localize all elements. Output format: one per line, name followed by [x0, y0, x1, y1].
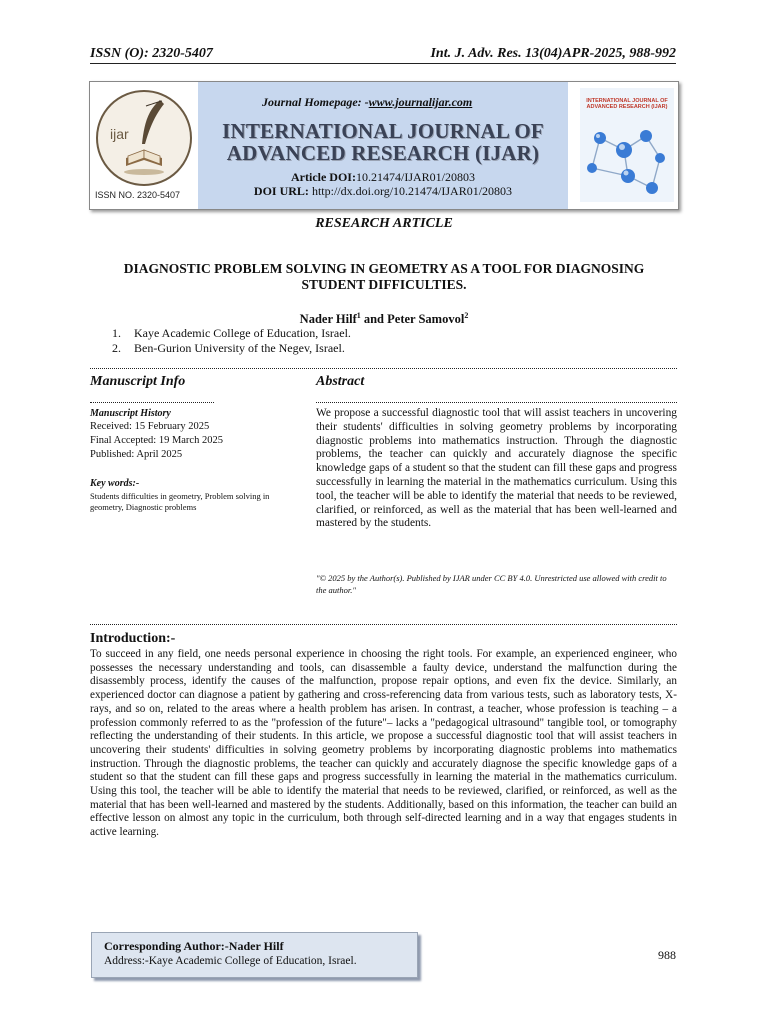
- issn-text: ISSN (O): 2320-5407: [90, 46, 213, 61]
- logo-issn: ISSN NO. 2320-5407: [95, 190, 181, 200]
- manuscript-info-heading: Manuscript Info: [90, 374, 186, 389]
- received-date: Received: 15 February 2025: [90, 421, 210, 432]
- affiliation-number: 2.: [112, 341, 121, 355]
- homepage-link[interactable]: www.journalijar.com: [368, 95, 473, 109]
- author-line: [0, 311, 768, 327]
- introduction-text: To succeed in any field, one needs personal experience in choosing the right tools. For example, an experienced engineer, who possesses the necessary understanding and tools, can disassemble a faulty device, understand the malfunction during the disassembly process, identify the causes of the malfunction, propose repair options, and even fix the device. Similarly, an experienced doctor can diagnose a patient by gathering and cross-referencing data from various tests, such as laboratory tests, X-rays, and so on, related to the areas where a health problem has arisen. In contrast, a teacher, whose profession is teaching – a profession commonly referred to as the "profession of the future"– lacks a "pedagogical ultrasound" tangible tool, or tomography reflecting the understanding of their students. In this article, we propose a successful diagnostic tool that will assist teachers in uncovering their students' difficulties in solving geometry problems by incorporating diagnostic problems into mathematics instruction. Through the diagnostic problems, the teacher can quickly and accurately diagnose the specific knowledge gaps of a student so that the student can fill these gaps and progress successfully in learning the material in the mathematics curriculum. Using this tool, the teacher will be able to identify the material that needs to be reviewed, clarified, or reinforced, as well as the material that has been well-learned and mastered by the students. Additionally, based on this information, the teacher can build an effective lesson on almost any topic in the curriculum, both through self-directed learning and in a way that engages students in active learning.: [90, 648, 677, 839]
- logo-text: ijar: [110, 126, 129, 142]
- article-type: RESEARCH ARTICLE: [315, 216, 453, 231]
- journal-logo: [90, 82, 198, 209]
- journal-homepage: [262, 95, 472, 110]
- cover-title: INTERNATIONAL JOURNAL OF ADVANCED RESEARCH (IJAR): [586, 98, 668, 110]
- author-2: Peter Samovol: [387, 312, 465, 327]
- homepage-label: Journal Homepage: -: [262, 95, 369, 109]
- affiliations: [112, 326, 351, 356]
- doi-url-link[interactable]: http://dx.doi.org/10.21474/IJAR01/20803: [311, 184, 513, 198]
- keywords-heading: Key words:-: [90, 478, 140, 489]
- affiliation-text: Ben-Gurion University of the Negev, Israel.: [134, 341, 345, 355]
- journal-title: INTERNATIONAL JOURNAL OF ADVANCED RESEARCH (IJAR): [222, 119, 544, 165]
- author-2-affil: 2: [464, 311, 469, 320]
- author-1-affil: 1: [356, 311, 361, 320]
- dotted-separator: [316, 402, 677, 403]
- affiliation-item: [112, 341, 351, 356]
- doi-url-label: DOI URL:: [253, 184, 312, 198]
- affiliation-item: [112, 326, 351, 341]
- journal-cover-thumbnail: [580, 88, 674, 202]
- journal-banner: [89, 81, 679, 210]
- license-note: "© 2025 by the Author(s). Published by IJAR under CC BY 4.0. Unrestricted use allowed with credit to the author.": [316, 573, 667, 595]
- abstract-heading: Abstract: [316, 374, 365, 389]
- doi-block: [198, 170, 568, 198]
- introduction-heading: Introduction:-: [90, 631, 176, 646]
- published-date: Published: April 2025: [90, 449, 183, 460]
- page-number: 988: [658, 948, 676, 962]
- author-1: Nader Hilf: [299, 312, 357, 327]
- corresponding-author: Corresponding Author:-Nader Hilf: [104, 939, 284, 953]
- dotted-separator: [90, 368, 677, 369]
- molecule-icon: [580, 88, 674, 202]
- keywords-text: Students difficulties in geometry, Problem solving in geometry, Diagnostic problems: [90, 491, 270, 512]
- manuscript-history-heading: Manuscript History: [90, 408, 171, 419]
- corresponding-author-box: [91, 932, 418, 978]
- dotted-separator: [90, 624, 677, 625]
- corresponding-address: Address:-Kaye Academic College of Education, Israel.: [104, 955, 357, 967]
- affiliation-number: 1.: [112, 326, 121, 340]
- citation-text: Int. J. Adv. Res. 13(04)APR-2025, 988-992: [430, 46, 676, 61]
- accepted-date: Final Accepted: 19 March 2025: [90, 435, 223, 446]
- header-rule: [90, 63, 676, 64]
- doi-label: Article DOI:: [291, 170, 356, 184]
- abstract-text: We propose a successful diagnostic tool that will assist teachers in uncovering their students' difficulties in solving geometry problems by incorporating diagnostic problems into mathematics instruction. Through the diagnostic problems, the teacher can quickly and accurately diagnose the specific knowledge gaps of a student so that the student can fill these gaps and progress successfully in learning the material in the mathematics curriculum. Using this tool, the teacher will be able to identify the material that needs to be reviewed, clarified, or reinforced, as well as the material that has been well-learned and mastered by the students.: [316, 407, 677, 530]
- doi-value: 10.21474/IJAR01/20803: [355, 170, 475, 184]
- running-header: [90, 46, 676, 64]
- author-conjunction: and: [360, 312, 388, 327]
- affiliation-text: Kaye Academic College of Education, Israel.: [134, 326, 351, 340]
- article-title: DIAGNOSTIC PROBLEM SOLVING IN GEOMETRY AS A TOOL FOR DIAGNOSING STUDENT DIFFICULTIES.: [123, 261, 645, 292]
- dotted-separator: [90, 402, 214, 403]
